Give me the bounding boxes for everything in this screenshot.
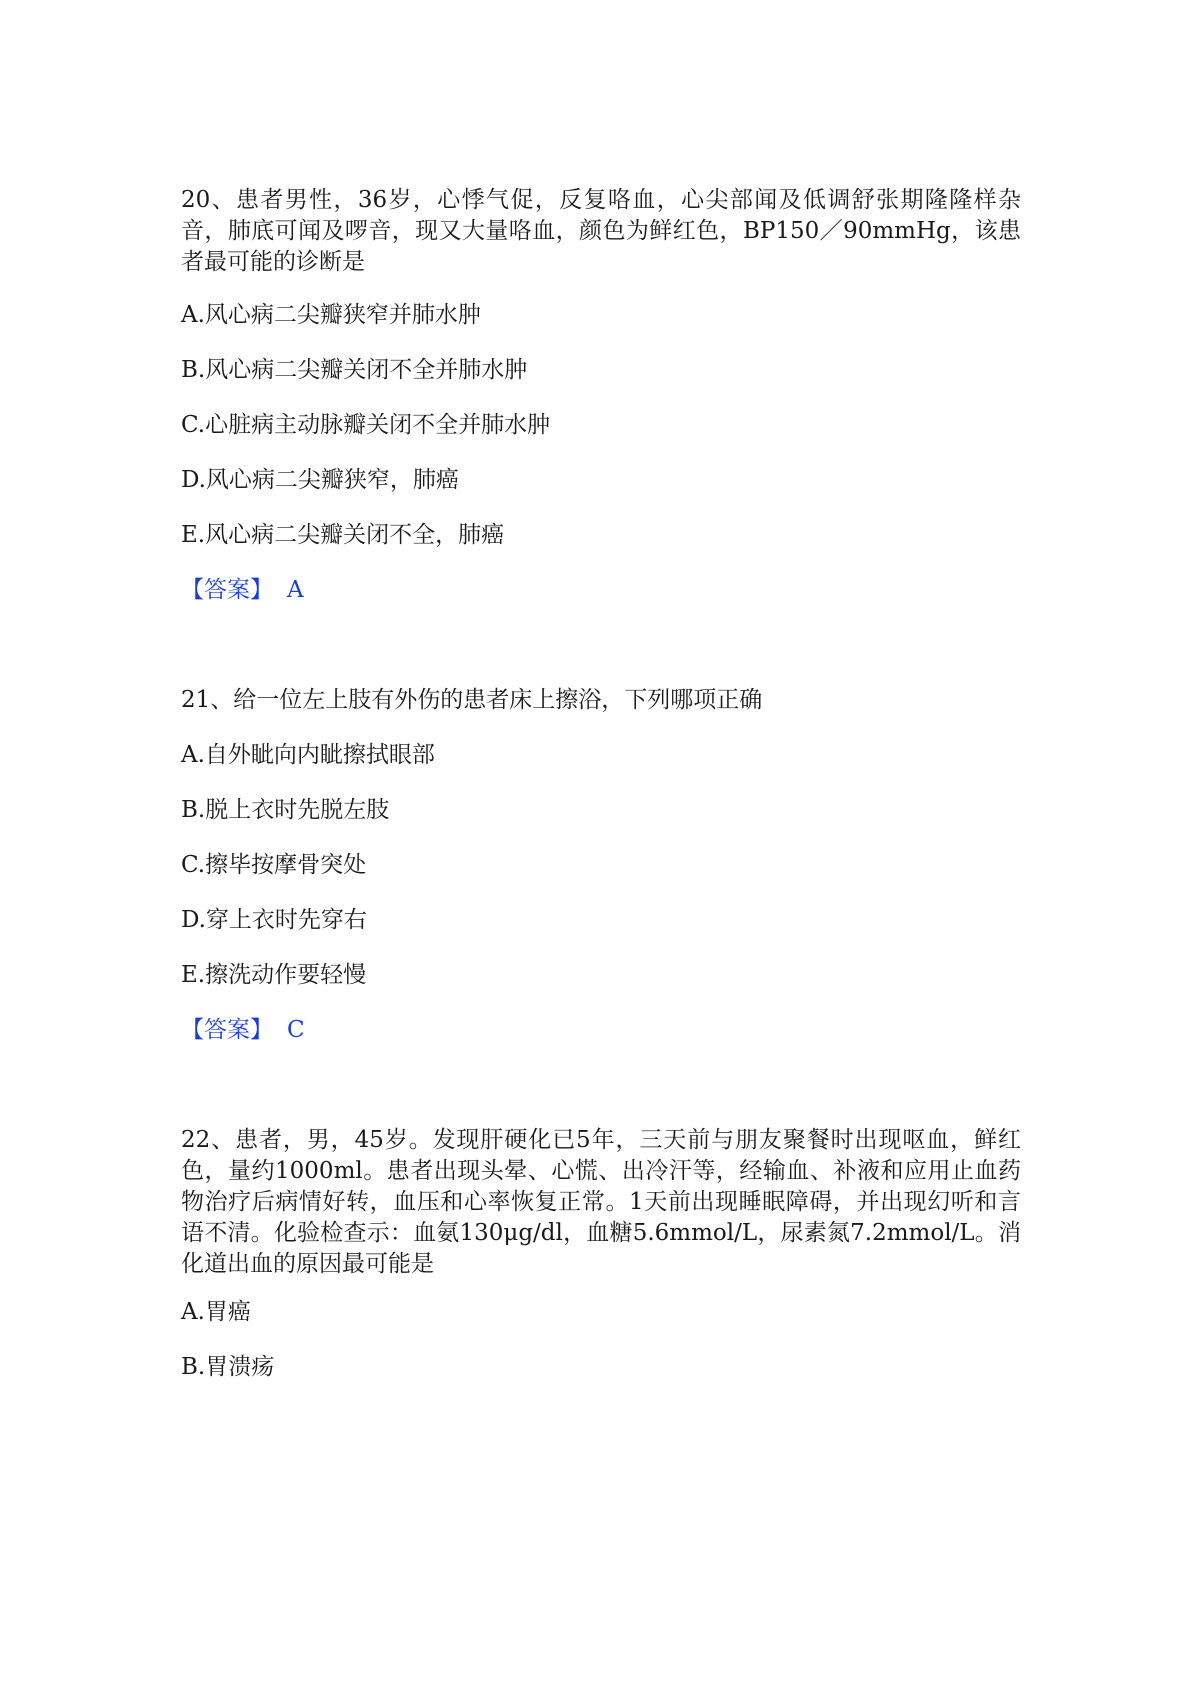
option-e: E.风心病二尖瓣关闭不全，肺癌 <box>181 522 505 548</box>
answer-label: 【答案】 <box>181 1017 273 1043</box>
answer-value: C <box>287 1017 305 1043</box>
option-a: A.自外眦向内眦擦拭眼部 <box>181 742 435 768</box>
answer-label: 【答案】 <box>181 577 273 603</box>
option-a: A.风心病二尖瓣狭窄并肺水肿 <box>181 302 481 328</box>
answer-value: A <box>287 577 304 603</box>
option-a: A.胃癌 <box>181 1299 251 1325</box>
question-20 <box>181 185 1021 603</box>
question-21 <box>181 685 1021 1043</box>
option-c: C.擦毕按摩骨突处 <box>181 852 367 878</box>
question-22 <box>181 1125 1021 1380</box>
answer-line <box>181 575 304 606</box>
option-d: D.风心病二尖瓣狭窄，肺癌 <box>181 467 459 493</box>
option-b: B.脱上衣时先脱左肢 <box>181 797 390 823</box>
option-b: B.风心病二尖瓣关闭不全并肺水肿 <box>181 357 528 383</box>
option-c: C.心脏病主动脉瓣关闭不全并肺水肿 <box>181 412 551 438</box>
question-stem: 21、给一位左上肢有外伤的患者床上擦浴，下列哪项正确 <box>181 687 763 713</box>
answer-line <box>181 1015 305 1046</box>
option-d: D.穿上衣时先穿右 <box>181 907 367 933</box>
question-stem: 22、患者，男，45岁。发现肝硬化已5年，三天前与朋友聚餐时出现呕血，鲜红色，量约1000ml。患者出现头晕、心慌、出冷汗等，经输血、补液和应用止血药物治疗后病情好转，血压和心率恢复正常。1天前出现睡眠障碍，并出现幻听和言语不清。化验检查示：血氨130μg/dl，血糖5.6mmol/L，尿素氮7.2mmol/L。消化道出血的原因最可能是 <box>181 1127 1021 1277</box>
option-b: B.胃溃疡 <box>181 1354 275 1380</box>
option-e: E.擦洗动作要轻慢 <box>181 962 367 988</box>
question-stem: 20、患者男性，36岁，心悸气促，反复咯血，心尖部闻及低调舒张期隆隆样杂音，肺底可闻及啰音，现又大量咯血，颜色为鲜红色，BP150／90mmHg，该患者最可能的诊断是 <box>181 187 1021 275</box>
